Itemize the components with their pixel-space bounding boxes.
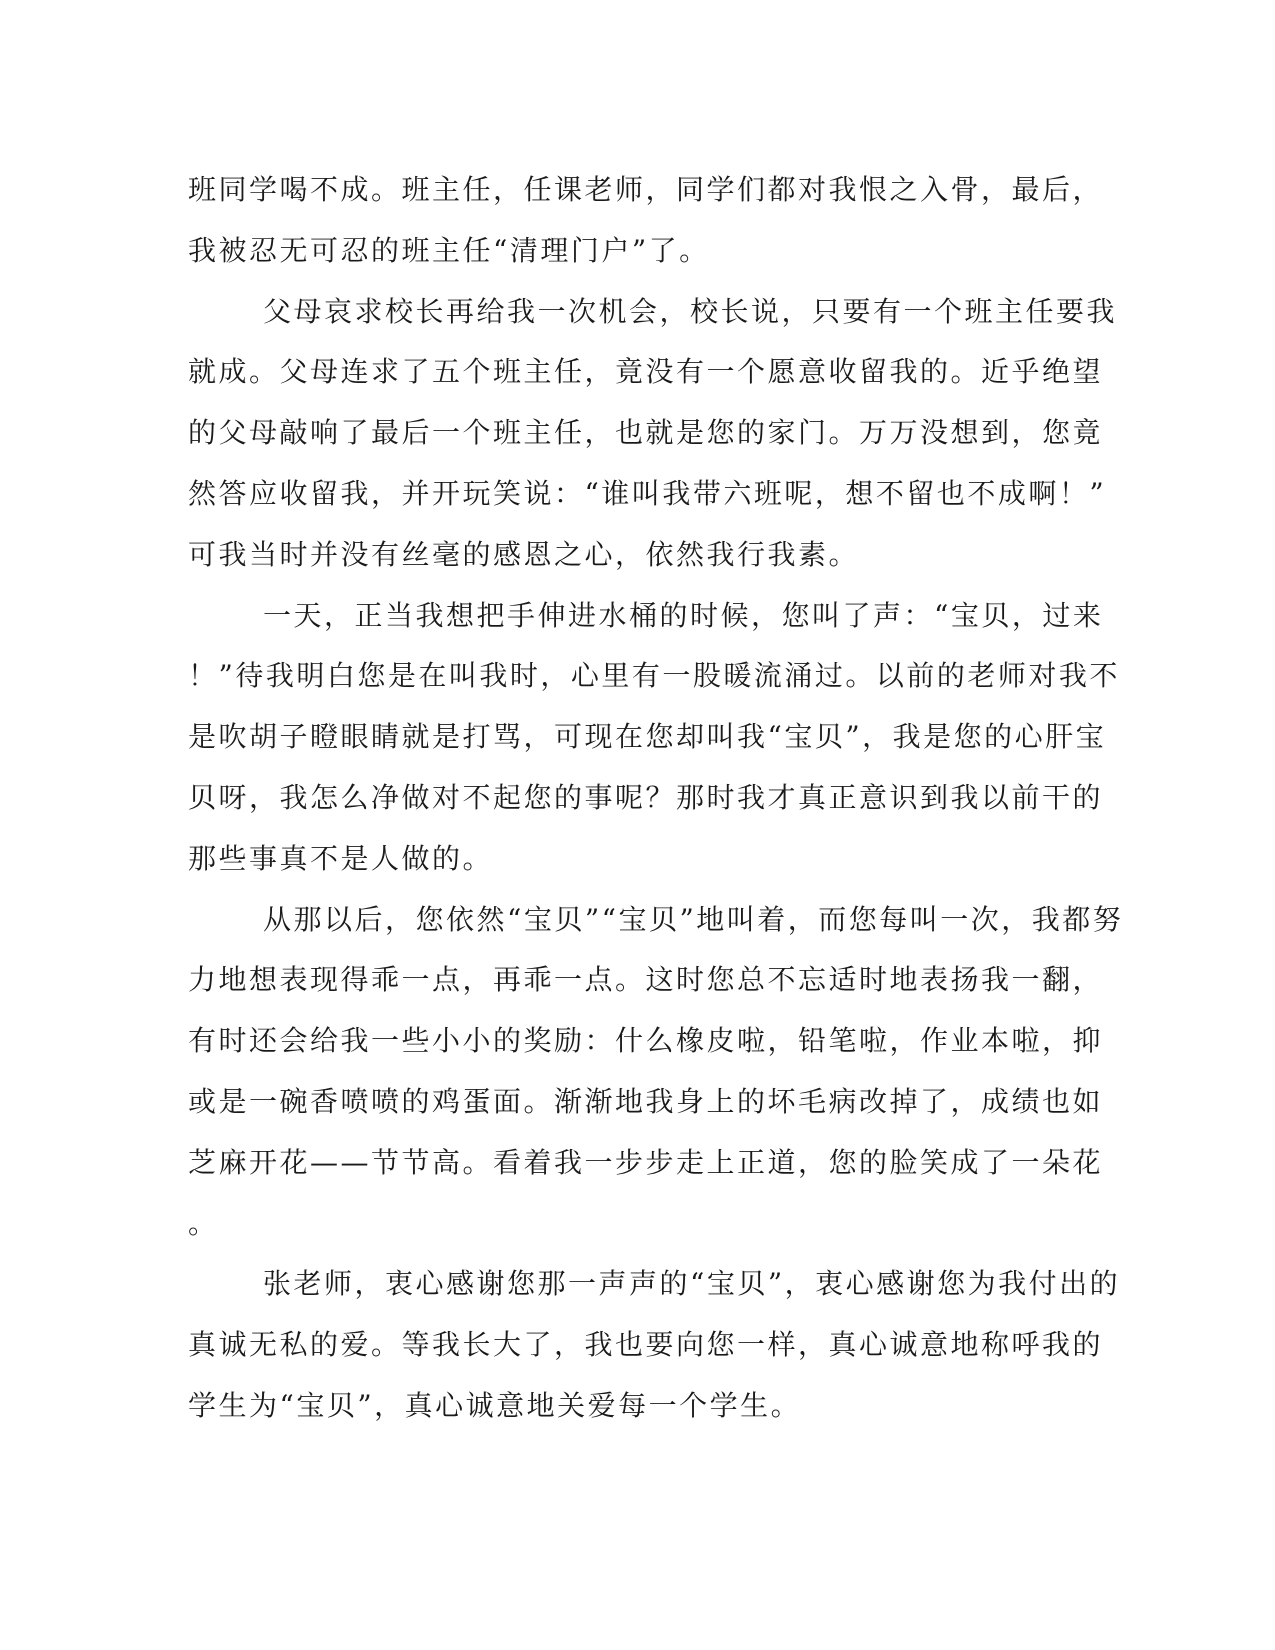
text-line: 学生为“宝贝”，真心诚意地关爱每一个学生。 [188,1388,802,1422]
text-line: 贝呀，我怎么净做对不起您的事呢？那时我才真正意识到我以前干的 [188,780,1104,814]
body-text [188,160,1124,1437]
text-line: 那些事真不是人做的。 [188,841,494,875]
paragraph-start-line: 从那以后，您依然“宝贝”“宝贝”地叫着，而您每叫一次，我都努 [263,902,1124,936]
text-line: 然答应收留我，并开玩笑说：“谁叫我带六班呢，想不留也不成啊！” [188,476,1107,510]
paragraph-start-line: 父母哀求校长再给我一次机会，校长说，只要有一个班主任要我 [263,294,1118,328]
text-line: 可我当时并没有丝毫的感恩之心，依然我行我素。 [188,537,860,571]
text-line: 或是一碗香喷喷的鸡蛋面。渐渐地我身上的坏毛病改掉了，成绩也如 [188,1084,1104,1118]
text-line: 力地想表现得乖一点，再乖一点。这时您总不忘适时地表扬我一翻， [188,963,1104,997]
text-line: 我被忍无可忍的班主任“清理门户”了。 [188,233,710,267]
text-line: 班同学喝不成。班主任，任课老师，同学们都对我恨之入骨，最后， [188,173,1104,206]
paragraph-start-line: 张老师，衷心感谢您那一声声的“宝贝”，衷心感谢您为我付出的 [263,1267,1121,1301]
text-line: ！”待我明白您是在叫我时，心里有一股暖流涌过。以前的老师对我不 [188,659,1120,693]
text-line: 的父母敲响了最后一个班主任，也就是您的家门。万万没想到，您竟 [188,416,1104,450]
text-line: 有时还会给我一些小小的奖励：什么橡皮啦，铅笔啦，作业本啦，抑 [188,1024,1104,1058]
text-line: 是吹胡子瞪眼睛就是打骂，可现在您却叫我“宝贝”，我是您的心肝宝 [188,720,1107,754]
text-line: 。 [188,1206,219,1240]
paragraph-start-line: 一天，正当我想把手伸进水桶的时候，您叫了声：“宝贝，过来 [263,598,1104,632]
text-line: 就成。父母连求了五个班主任，竟没有一个愿意收留我的。近乎绝望 [188,355,1104,389]
text-line: 芝麻开花——节节高。看着我一步步走上正道，您的脸笑成了一朵花 [188,1145,1104,1179]
text-line: 真诚无私的爱。等我长大了，我也要向您一样，真心诚意地称呼我的 [188,1328,1104,1362]
